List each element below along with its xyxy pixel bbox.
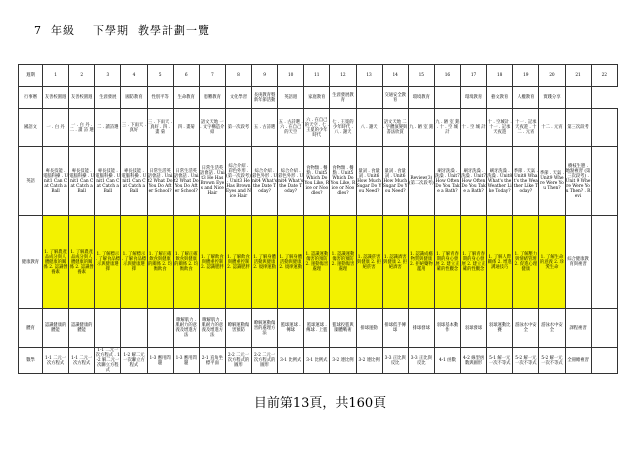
- plan-cell: 3-3 正比與反比: [382, 348, 408, 374]
- week-number: 10: [278, 65, 304, 87]
- week-number: 6: [173, 65, 199, 87]
- week-number: 22: [591, 65, 617, 87]
- plan-cell: 七 . 王冕的少年時代 . 八 . 謝天: [330, 109, 356, 147]
- plan-cell: 3-3 正比與反比: [408, 348, 434, 374]
- week-number: 5: [147, 65, 173, 87]
- plan-cell: 交通安全教育: [382, 87, 408, 109]
- plan-cell: 瞭解肌力 . 肌耐力的意義及增進方法: [199, 309, 225, 348]
- plan-cell: 專長技能 . 電腦科操 . Unit1 Can Cat Catch a Ball: [69, 147, 95, 216]
- week-number: 14: [382, 65, 408, 87]
- plan-cell: 十二 . 元宵: [539, 109, 565, 147]
- plan-cell: 課程複習: [565, 309, 591, 348]
- plan-cell: 六 . 在自己的天空 . 七 . 王冕的少年時代: [304, 109, 330, 147]
- plan-cell: 人權教育: [513, 87, 539, 109]
- week-number: 19: [513, 65, 539, 87]
- week-number: 15: [408, 65, 434, 87]
- plan-cell: 1. 了解正確飲食與健康的關係 2. 均衡飲食: [173, 216, 199, 309]
- plan-cell: [434, 87, 460, 109]
- plan-cell: 排球發球: [408, 309, 434, 348]
- plan-cell: 羽球基本動作: [434, 309, 460, 348]
- plan-cell: 1-1 二元一次方程式: [69, 348, 95, 374]
- plan-cell: 刷牙洗澡 . 洗澡 . Unit8 What's the Weather Like Today?: [487, 147, 513, 216]
- plan-cell: 季節 . 天氣 . Unit8 What's the Weather Like Today?: [513, 147, 539, 216]
- plan-cell: 2-2 二元一次方程式的圖形: [225, 348, 251, 374]
- plan-cell: 專長技能 . 電腦科操 . Unit1 Can Cat Catch a Ball: [43, 147, 69, 216]
- plan-cell: 4-1 函數: [434, 348, 460, 374]
- plan-cell: 1-3 應用問題: [173, 348, 199, 374]
- plan-cell: 1. 了解身體活動與健康 2. 規律運動: [278, 216, 304, 309]
- plan-cell: 1. 認識酒害與健康 2. 拒絕酒害: [382, 216, 408, 309]
- plan-cell: 1. 了解飲食與體重控制 2. 認識肥胖: [199, 216, 225, 309]
- plan-cell: 瞭解運動傷害的處理方法: [252, 309, 278, 348]
- plan-cell: 1. 了解飲食與體重控制 2. 認識肥胖: [225, 216, 251, 309]
- plan-cell: 游泳水中安全: [513, 309, 539, 348]
- plan-cell: 文化學習: [225, 87, 251, 109]
- plan-cell: 瞭解運動傷害預防: [225, 309, 251, 348]
- plan-cell: 5-2 解一元一次不等式: [539, 348, 565, 374]
- plan-cell: 十 . 空城計 . 十一 . 記承天夜遊: [487, 109, 513, 147]
- plan-cell: 患難教育: [199, 87, 225, 109]
- plan-cell: 3-1 比例式: [304, 348, 330, 374]
- plan-cell: 八 . 謝天: [356, 109, 382, 147]
- corner-cell: 週期: [19, 65, 43, 87]
- plan-cell: 量詞 . 食量詞 . Unit6 How Much Sugar Do You Need?: [382, 147, 408, 216]
- week-number: 17: [461, 65, 487, 87]
- plan-cell: 羽球運動比賽: [487, 309, 513, 348]
- plan-cell: 羽球發球: [461, 309, 487, 348]
- plan-cell: 生涯發展: [95, 87, 121, 109]
- plan-cell: 家庭教育: [304, 87, 330, 109]
- plan-cell: 1. 認識運動傷害的預防 2. 運動傷害處理: [304, 216, 330, 309]
- plan-cell: 樹枝生態 . 地點複習 (第三次段考) . Unit 9 Where Were You Then? . Revi: [565, 147, 591, 216]
- plan-cell: 第一次段考: [225, 109, 251, 147]
- plan-cell: 食物類 . 餐點 . Unit5 Which Do You Like, Rice or Noodles?: [330, 147, 356, 216]
- plan-cell: 九 . 陋 室 銘: [408, 109, 434, 147]
- subject-row: [19, 216, 618, 309]
- plan-cell: 瞭解肌力 . 肌耐力的意義及增進方法: [173, 309, 199, 348]
- plan-cell: 三 . 下雨天 . 真好 . 四 . 畫 菊: [147, 109, 173, 147]
- plan-cell: 1. 了解壓力與情緒管理 2. 促進心理健康: [513, 216, 539, 309]
- plan-cell: 國防教育: [121, 87, 147, 109]
- plan-cell: [121, 309, 147, 348]
- plan-cell: 性別平等: [147, 87, 173, 109]
- subject-row: [19, 348, 618, 374]
- plan-cell: 1-3 應用問題: [147, 348, 173, 374]
- plan-cell: 1. 認識菸害與健康 2. 拒絕菸害: [356, 216, 382, 309]
- plan-cell: 九 . 陋 室 銘 . 十 . 空 城 計: [434, 109, 460, 147]
- week-number: 12: [330, 65, 356, 87]
- plan-cell: [591, 348, 617, 374]
- plan-cell: 認識健康的體能: [43, 309, 69, 348]
- plan-cell: 3-1 比例式: [278, 348, 304, 374]
- plan-cell: 1-2 解二元一次聯立方程式: [121, 348, 147, 374]
- plan-cell: 綜合介紹 . 彩色外形 . Unit4 What's the Date Today?: [278, 147, 304, 216]
- plan-cell: [565, 87, 591, 109]
- plan-cell: [95, 309, 121, 348]
- plan-cell: 刷牙洗澡 . 洗澡 . Unit7 How Often Do You Take a Bath?: [434, 147, 460, 216]
- plan-cell: 游泳水中安全: [539, 309, 565, 348]
- plan-cell: 籃球運球 . 傳球: [278, 309, 304, 348]
- plan-cell: 1. 認識運動傷害的預防 2. 運動傷害處理: [330, 216, 356, 309]
- plan-cell: 籃球運球 . 傳球 . 上籃: [304, 309, 330, 348]
- plan-cell: 1-1 二元一次方程式 . 1-2 解二元一次聯立方程式: [95, 348, 120, 373]
- plan-cell: 十一 . 記承天夜遊 . 十二 . 元宵: [513, 109, 539, 147]
- plan-cell: Review(3) (第二次段考): [408, 147, 434, 216]
- plan-cell: 1. 了解標示 . 了解食品標示與健康選擇: [95, 216, 121, 309]
- plan-cell: 一 . 白 丹 . 二 . 讀 詩 選: [69, 109, 95, 147]
- week-number: 9: [252, 65, 278, 87]
- subject-label: 健康教育: [19, 216, 43, 309]
- plan-cell: 十 . 空 城 計: [461, 109, 487, 147]
- subject-row: [19, 109, 618, 147]
- week-number: 1: [43, 65, 69, 87]
- plan-cell: 食物類 . 餐點 . Unit5 Which Do You Like, Rice or Noodles?: [304, 147, 330, 216]
- plan-cell: 第三次段考: [565, 109, 591, 147]
- subject-label: 行事曆: [19, 87, 43, 109]
- plan-cell: 日常生活英語會話 . Unit2 What Do You Do After School?: [173, 147, 199, 216]
- plan-cell: 排球低手傳球: [382, 309, 408, 348]
- plan-cell: 5-1 解一元一次不等式: [487, 348, 513, 374]
- plan-cell: 5-2 解一元一次不等式: [513, 348, 539, 374]
- plan-cell: [591, 109, 617, 147]
- plan-cell: 日常生活英語會話 . Unit3 He Has Brown Eyes and Nice Hair: [199, 147, 225, 216]
- plan-cell: 季節 . 天氣 . Unit9 Where Were You Then?: [539, 147, 565, 216]
- plan-cell: 2-1 直角坐標平面: [199, 348, 225, 374]
- plan-cell: 排球運動: [356, 309, 382, 348]
- page-info: 目前第13頁，共160頁: [253, 396, 387, 411]
- week-number: 21: [565, 65, 591, 87]
- plan-cell: 三 . 下雨天 . 真好: [121, 109, 147, 147]
- plan-cell: 長庚教育暨新年節活動: [252, 87, 278, 109]
- plan-cell: 1. 了解人際關係 2. 增進溝通技巧: [487, 216, 513, 309]
- subject-label: 體育: [19, 309, 43, 348]
- plan-cell: 1. 了解生命的意義 2. 珍愛生命: [539, 216, 565, 309]
- plan-cell: 1. 了解青春期的身心發展 2. 建立正確的性觀念: [461, 216, 487, 309]
- subject-label: 數學: [19, 348, 43, 374]
- plan-cell: 1. 認識成癮物質與健康 2. 拒絕藥物濫用: [408, 216, 434, 309]
- plan-cell: 量詞 . 食量詞 . Unit6 How Much Sugar Do You Need?: [356, 147, 382, 216]
- plan-cell: 友善校園週: [43, 87, 69, 109]
- week-number: 2: [69, 65, 95, 87]
- plan-cell: [591, 309, 617, 348]
- week-number: 3: [95, 65, 121, 87]
- plan-cell: 語文天地 一 . 文字構造介紹: [199, 109, 225, 147]
- subject-label: 國語文: [19, 109, 43, 147]
- plan-cell: 五 . 古詩選 . 六 . 在自己的天空: [278, 109, 304, 147]
- subject-row: [19, 309, 618, 348]
- plan-cell: 語文天地 二 . 字體演變與書法欣賞: [382, 109, 408, 147]
- plan-cell: 3-2 連比例: [356, 348, 382, 374]
- plan-cell: 3-2 連比例: [330, 348, 356, 374]
- week-number: 20: [539, 65, 565, 87]
- plan-cell: 籃球投籃與團體戰術: [330, 309, 356, 348]
- plan-cell: 1. 了解農產品成分與人體健康的關係 2. 認識營養素: [43, 216, 69, 309]
- week-number: 8: [225, 65, 251, 87]
- plan-cell: 全冊總複習: [565, 348, 591, 374]
- week-number: 16: [434, 65, 460, 87]
- plan-cell: 綜合介紹 . 彩色外形 . (第一次段考) . Unit3 He Has Brown Eyes and Nice Hair: [225, 147, 251, 216]
- plan-cell: 四 . 畫菊: [173, 109, 199, 147]
- plan-cell: 刷牙洗澡 . 洗澡 . Unit7 How Often Do You Take a Bath?: [461, 147, 487, 216]
- plan-cell: 認識健康的體能: [69, 309, 95, 348]
- plan-cell: 日常生活英語會話 . Unit2 What Do You Do After School?: [147, 147, 173, 216]
- plan-cell: 1. 了解正確飲食與健康的關係 2. 均衡飲食: [147, 216, 173, 309]
- plan-cell: 友善校園週: [69, 87, 95, 109]
- plan-cell: 1. 了解標示 . 了解食品標示與健康選擇: [121, 216, 147, 309]
- plan-cell: 1. 了解青春期的身心發展 2. 建立正確的性觀念: [434, 216, 460, 309]
- plan-cell: 專長技能 . 電腦科操 . Unit1 Can Cat Catch a Ball: [121, 147, 147, 216]
- page-title: 7 年級 下學期 教學計劃一覽: [34, 24, 210, 37]
- plan-cell: 藝文教育: [487, 87, 513, 109]
- subject-label: 英語: [19, 147, 43, 216]
- week-number: 18: [487, 65, 513, 87]
- plan-cell: 專長技能 . 電腦科操 . Unit1 Can Cat Catch a Ball: [95, 147, 121, 216]
- plan-cell: 英語週: [278, 87, 304, 109]
- plan-cell: 一 . 白 丹: [43, 109, 69, 147]
- teaching-plan-table: [18, 64, 618, 374]
- week-number: 4: [121, 65, 147, 87]
- plan-cell: 環境教育: [461, 87, 487, 109]
- plan-cell: 1. 了解身體活動與健康 2. 規律運動: [252, 216, 278, 309]
- plan-cell: [147, 309, 173, 348]
- plan-cell: 1-1 二元一次方程式: [43, 348, 69, 374]
- week-number: 11: [304, 65, 330, 87]
- plan-cell: 1. 了解農產品成分與人體健康的關係 2. 認識營養素: [69, 216, 95, 309]
- plan-cell: [591, 147, 617, 216]
- week-number: 13: [356, 65, 382, 87]
- subject-row: [19, 87, 618, 109]
- subject-row: [19, 147, 618, 216]
- plan-cell: [356, 87, 382, 109]
- plan-cell: 生涯發展教育: [330, 87, 356, 109]
- plan-cell: 五 . 古詩選: [252, 109, 278, 147]
- plan-cell: [591, 216, 617, 309]
- plan-cell: 生命教育: [173, 87, 199, 109]
- plan-cell: 環境教育: [408, 87, 434, 109]
- plan-cell: 綜合介紹 . 彩色外形 . Unit4 What's the Date Today?: [252, 147, 278, 216]
- plan-cell: 2-2 二元一次方程式的圖形: [252, 348, 278, 374]
- plan-cell: 綜合健康教育與複習: [565, 216, 591, 309]
- week-number: 7: [199, 65, 225, 87]
- week-header-row: [19, 65, 618, 87]
- plan-cell: 4-2 線型函數與圖形: [461, 348, 487, 374]
- plan-cell: 實踐分享: [539, 87, 565, 109]
- plan-cell: 二 . 讀詩選: [95, 109, 121, 147]
